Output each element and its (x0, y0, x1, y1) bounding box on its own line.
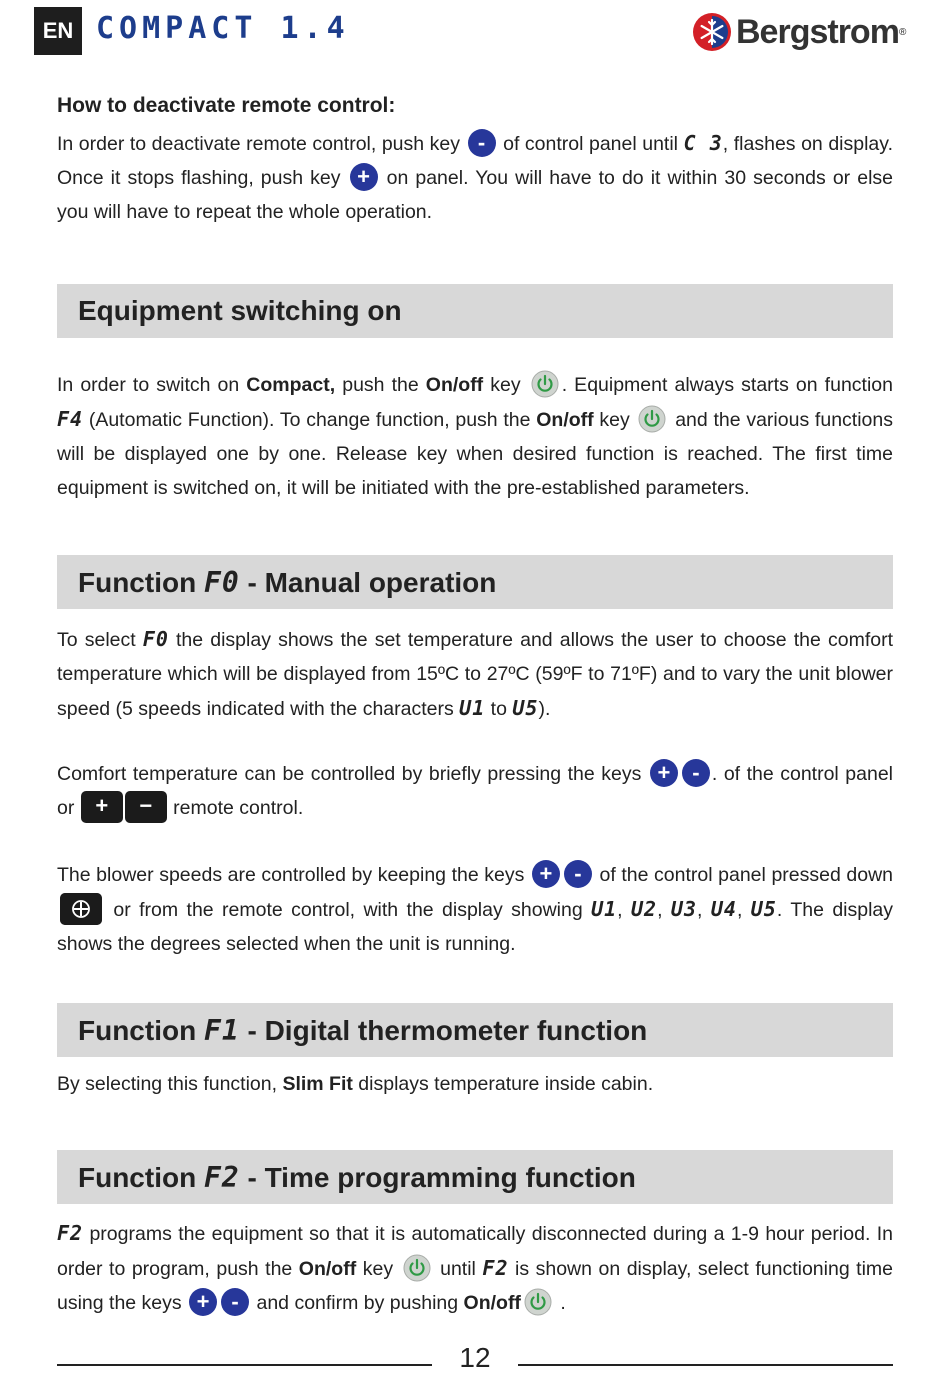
document-title: COMPACT 1.4 (96, 11, 350, 46)
fan-icon (60, 893, 102, 925)
power-icon (524, 1288, 552, 1316)
display-f4: F4 (57, 407, 84, 431)
power-icon (531, 370, 559, 398)
snowflake-logo-icon (692, 12, 732, 52)
display-f2: F2 (482, 1256, 509, 1280)
display-u1: U1 (591, 897, 618, 921)
section-title: Function F2 - Time programming function (78, 1160, 636, 1194)
plus-key-icon: + (650, 759, 678, 787)
minus-key-icon: - (682, 759, 710, 787)
brand-logo (692, 8, 906, 56)
section-title: Function F1 - Digital thermometer function (78, 1013, 648, 1047)
page-number: 12 (459, 1342, 491, 1373)
remote-plus-key-icon: + (81, 791, 123, 823)
registered-mark: ® (898, 26, 907, 38)
display-u4: U4 (710, 897, 737, 921)
plus-key-icon: + (350, 163, 378, 191)
f0-paragraph-1: To select F0 the display shows the set temperature and allows the user to choose the comfort temperature which will be displayed from 15ºC to 27ºC (59ºF to 71ºF) and to vary the unit blower speed (5 speeds indicated with the characters U1 to U5). (57, 627, 893, 720)
display-u2: U2 (631, 897, 658, 921)
display-f1: F1 (203, 1013, 240, 1047)
minus-key-icon: - (221, 1288, 249, 1316)
footer-rule-right (518, 1364, 893, 1366)
minus-key-icon: - (564, 860, 592, 888)
plus-key-icon: + (189, 1288, 217, 1316)
power-icon (403, 1254, 431, 1282)
brand-name: Bergstrom (736, 12, 899, 51)
display-f0: F0 (142, 627, 169, 651)
switching-paragraph: In order to switch on Compact, push the On/off key . Equipment always starts on function F4 (Automatic Function). To change function, push the On/off key and the various functions will be displayed one by one. Release key when desired function is reached. The first time equipment is switched on, it will be initiated with the pre-established parameters. (57, 368, 893, 505)
f0-paragraph-2: Comfort temperature can be controlled by briefly pressing the keys + - . of the control panel or + − remote control. (57, 757, 893, 825)
display-cc: С З (683, 131, 723, 155)
display-f0: F0 (203, 565, 240, 599)
section-function-f0 (57, 555, 893, 609)
plus-key-icon: + (532, 860, 560, 888)
f0-paragraph-3: The blower speeds are controlled by keeping the keys + - of the control panel pressed down or from the remote control, with the display showing U1, U2, U3, U4, U5. The display shows the degrees selected when the unit is running. (57, 860, 894, 955)
remote-paragraph: In order to deactivate remote control, push key - of control panel until С З, flashes on display. Once it stops flashing, push key + on panel. You will have to do it within 30 seconds or else you will have to repeat the whole operation. (57, 129, 893, 223)
f2-paragraph: F2 programs the equipment so that it is automatically disconnected during a 1-9 hour period. In order to program, push the On/off key until F2 is shown on display, select functioning time using the keys + - and confirm by pushing On/off . (57, 1221, 894, 1314)
minus-key-icon: - (468, 129, 496, 157)
f1-paragraph: By selecting this function, Slim Fit displays temperature inside cabin. (57, 1073, 654, 1095)
remote-minus-key-icon: − (125, 791, 167, 823)
section-function-f2 (57, 1150, 893, 1204)
power-icon (638, 405, 666, 433)
display-f2: F2 (203, 1160, 240, 1194)
display-u1: U1 (459, 696, 486, 720)
footer-rule-left (57, 1364, 432, 1366)
section-switching-on (57, 284, 893, 338)
section-title: Equipment switching on (78, 295, 402, 326)
language-badge: EN (34, 7, 82, 55)
display-u5: U5 (750, 897, 777, 921)
remote-heading: How to deactivate remote control: (57, 94, 396, 117)
section-title: Function F0 - Manual operation (78, 565, 497, 599)
section-function-f1 (57, 1003, 893, 1057)
display-f2: F2 (57, 1221, 84, 1245)
display-u5: U5 (512, 696, 539, 720)
display-u3: U3 (670, 897, 698, 921)
